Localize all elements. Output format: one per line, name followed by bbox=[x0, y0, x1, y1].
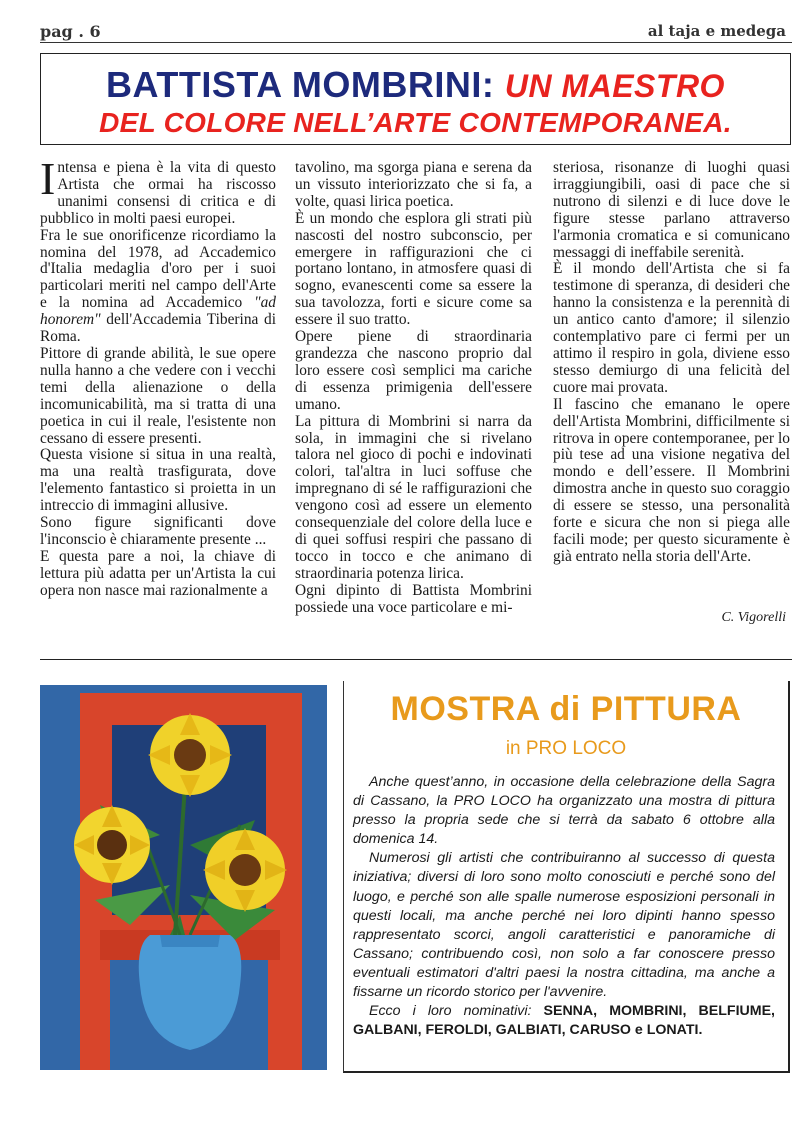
paragraph: steriosa, risonanze di luoghi quasi irraggiungibili, oasi di pace che si nutrono di silenzi e di luce dove le figure stesse parlano attraverso l'armonia cromatica e si comunicano messaggi di ineffabile serenità. bbox=[553, 159, 790, 261]
article-column-3 bbox=[553, 160, 790, 566]
painting-illustration bbox=[40, 685, 327, 1070]
article-title-box bbox=[40, 53, 791, 145]
sunflower-painting bbox=[40, 685, 327, 1070]
mostra-subtitle: in PRO LOCO bbox=[505, 738, 627, 759]
drop-cap: I bbox=[40, 153, 56, 204]
paragraph: tavolino, ma sgorga piana e serena da un vissuto interiorizzato che si fa, a volte, quasi lirica poetica. bbox=[295, 159, 532, 210]
title-tail: UN MAESTRO bbox=[504, 68, 725, 104]
paragraph-text: ntensa e piena è la vita di questo Artista che ormai ha riscosso unanimi consensi di critica e di pubblico in molti paesi europei. bbox=[40, 159, 276, 227]
paragraph: Numerosi gli artisti che contribuiranno al successo di questa iniziativa; diversi di loro sono molto conosciuti e perché sono del luogo, e perché son alle spalle numerose esposizioni personali in questi locali, ma anche perché nei loro dipinti hanno spesso rappresentato scorci, angoli caratteristici e panoramiche di Cassano; contribuendo così, non solo a far conoscere presso eventuali estimatori d'altri paesi la nostra cittadina, ma anche a fissarne un ricordo storico per l'avvenire. bbox=[353, 850, 775, 1001]
article-title-line1 bbox=[41, 66, 790, 105]
paragraph bbox=[353, 1002, 775, 1040]
mostra-title: MOSTRA di PITTURA bbox=[390, 690, 742, 728]
paragraph: La pittura di Mombrini si narra da sola, in immagini che si rivelano talora nel gioco di pochi e indovinati colori, tal'altra in luci soffuse che impregnano di sé le raffigurazioni che vengono così ad essere un elemento consequenziale del colore della luce e di quei soffusi respiri che passano di tocco in tocco e che animano di straordinaria potenza lirica. bbox=[295, 412, 532, 582]
article-column-1 bbox=[40, 153, 276, 600]
section-divider bbox=[40, 659, 792, 660]
title-artist-name: BATTISTA MOMBRINI: bbox=[106, 64, 495, 105]
paragraph: Anche quest’anno, in occasione della celebrazione della Sagra di Cassano, la PRO LOCO ha organizzato una mostra di pittura presso la propria sede che si terrà da sabato 6 ottobre alla domenica 14. bbox=[353, 774, 775, 848]
page-number: pag . 6 bbox=[40, 22, 101, 41]
paragraph-text: Fra le sue onorificenze ricordiamo la nomina del 1978, ad Accademico d'Italia medaglia d'oro per i suoi particolari meriti nel campo dell'Arte e la nomina ad Accademico bbox=[40, 226, 276, 312]
paragraph: È il mondo dell'Artista che si fa testimone di speranza, di desideri che hanno la consistenza e la perennità di un antico canto d'amore; il silenzio contemplativo pare ci fermi per un attimo il respiro in gola, diviene esso stesso demiurgo di una felicità del cuore mai provata. bbox=[553, 260, 790, 396]
mostra-box bbox=[343, 681, 790, 1073]
paragraph: E questa pare a noi, la chiave di lettura più adatta per un'Artista la cui opera non nasce mai razionalmente a bbox=[40, 547, 276, 599]
paragraph: È un mondo che esplora gli strati più nascosti del nostro subconscio, per emergere in raffigurazioni che ci portano lontano, in atmosfere quasi di sogno, evanescenti come sa essere la sua tavolozza, forti e sicure come sa essere il suo tratto. bbox=[295, 209, 532, 329]
paragraph: Pittore di grande abilità, le sue opere nulla hanno a che vedere con i vecchi temi della alienazione o della incomunicabilità, ma si tratta di una poetica in cui il reale, l'esistente non cessano di essere presenti. bbox=[40, 344, 276, 447]
paragraph bbox=[40, 153, 276, 228]
paragraph-text: dell'Accademia Tiberina di Roma. bbox=[40, 311, 276, 346]
magazine-name: al taja e medega bbox=[647, 22, 786, 40]
paragraph: Questa visione si situa in una realtà, ma una realtà trasfigurata, dove l'elemento fantastico si proietta in un intreccio di immagini allusive. bbox=[40, 446, 276, 515]
italic-quote: "ad honorem" bbox=[40, 294, 276, 329]
paragraph-text: Ecco i loro nominativi: bbox=[369, 1003, 544, 1020]
mostra-body bbox=[353, 773, 775, 1040]
paragraph: Ogni dipinto di Battista Mombrini possiede una voce particolare e mi- bbox=[295, 581, 532, 616]
author-signature: C. Vigorelli bbox=[721, 610, 786, 625]
paragraph: Il fascino che emanano le opere dell'Artista Mombrini, difficilmente si ritrova in opere contemporanee, per lo più tese ad una visione negativa del mondo e dell’essere. Il Mombrini dimostra anche in questo suo coraggio di essere se stesso, una personalità forte e sicura che non si piega alle facili mode; per questo sicuramente è già entrato nella storia dell'Arte. bbox=[553, 395, 790, 565]
page-header bbox=[0, 20, 800, 46]
artist-names: SENNA, MOMBRINI, BELFIUME, GALBANI, FEROLDI, GALBIATI, CARUSO e LONATI. bbox=[353, 1003, 775, 1039]
article-title-line2: DEL COLORE NELL’ARTE CONTEMPORANEA. bbox=[99, 107, 732, 138]
paragraph bbox=[40, 228, 276, 346]
article-column-2 bbox=[295, 160, 532, 616]
header-rule bbox=[40, 42, 792, 43]
paragraph: Opere piene di straordinaria grandezza che nascono proprio dal loro essere così semplici ma cariche di essenza primigenia dell'essere umano. bbox=[295, 328, 532, 413]
paragraph: Sono figure significanti dove l'inconscio è chiaramente presente ... bbox=[40, 514, 276, 548]
